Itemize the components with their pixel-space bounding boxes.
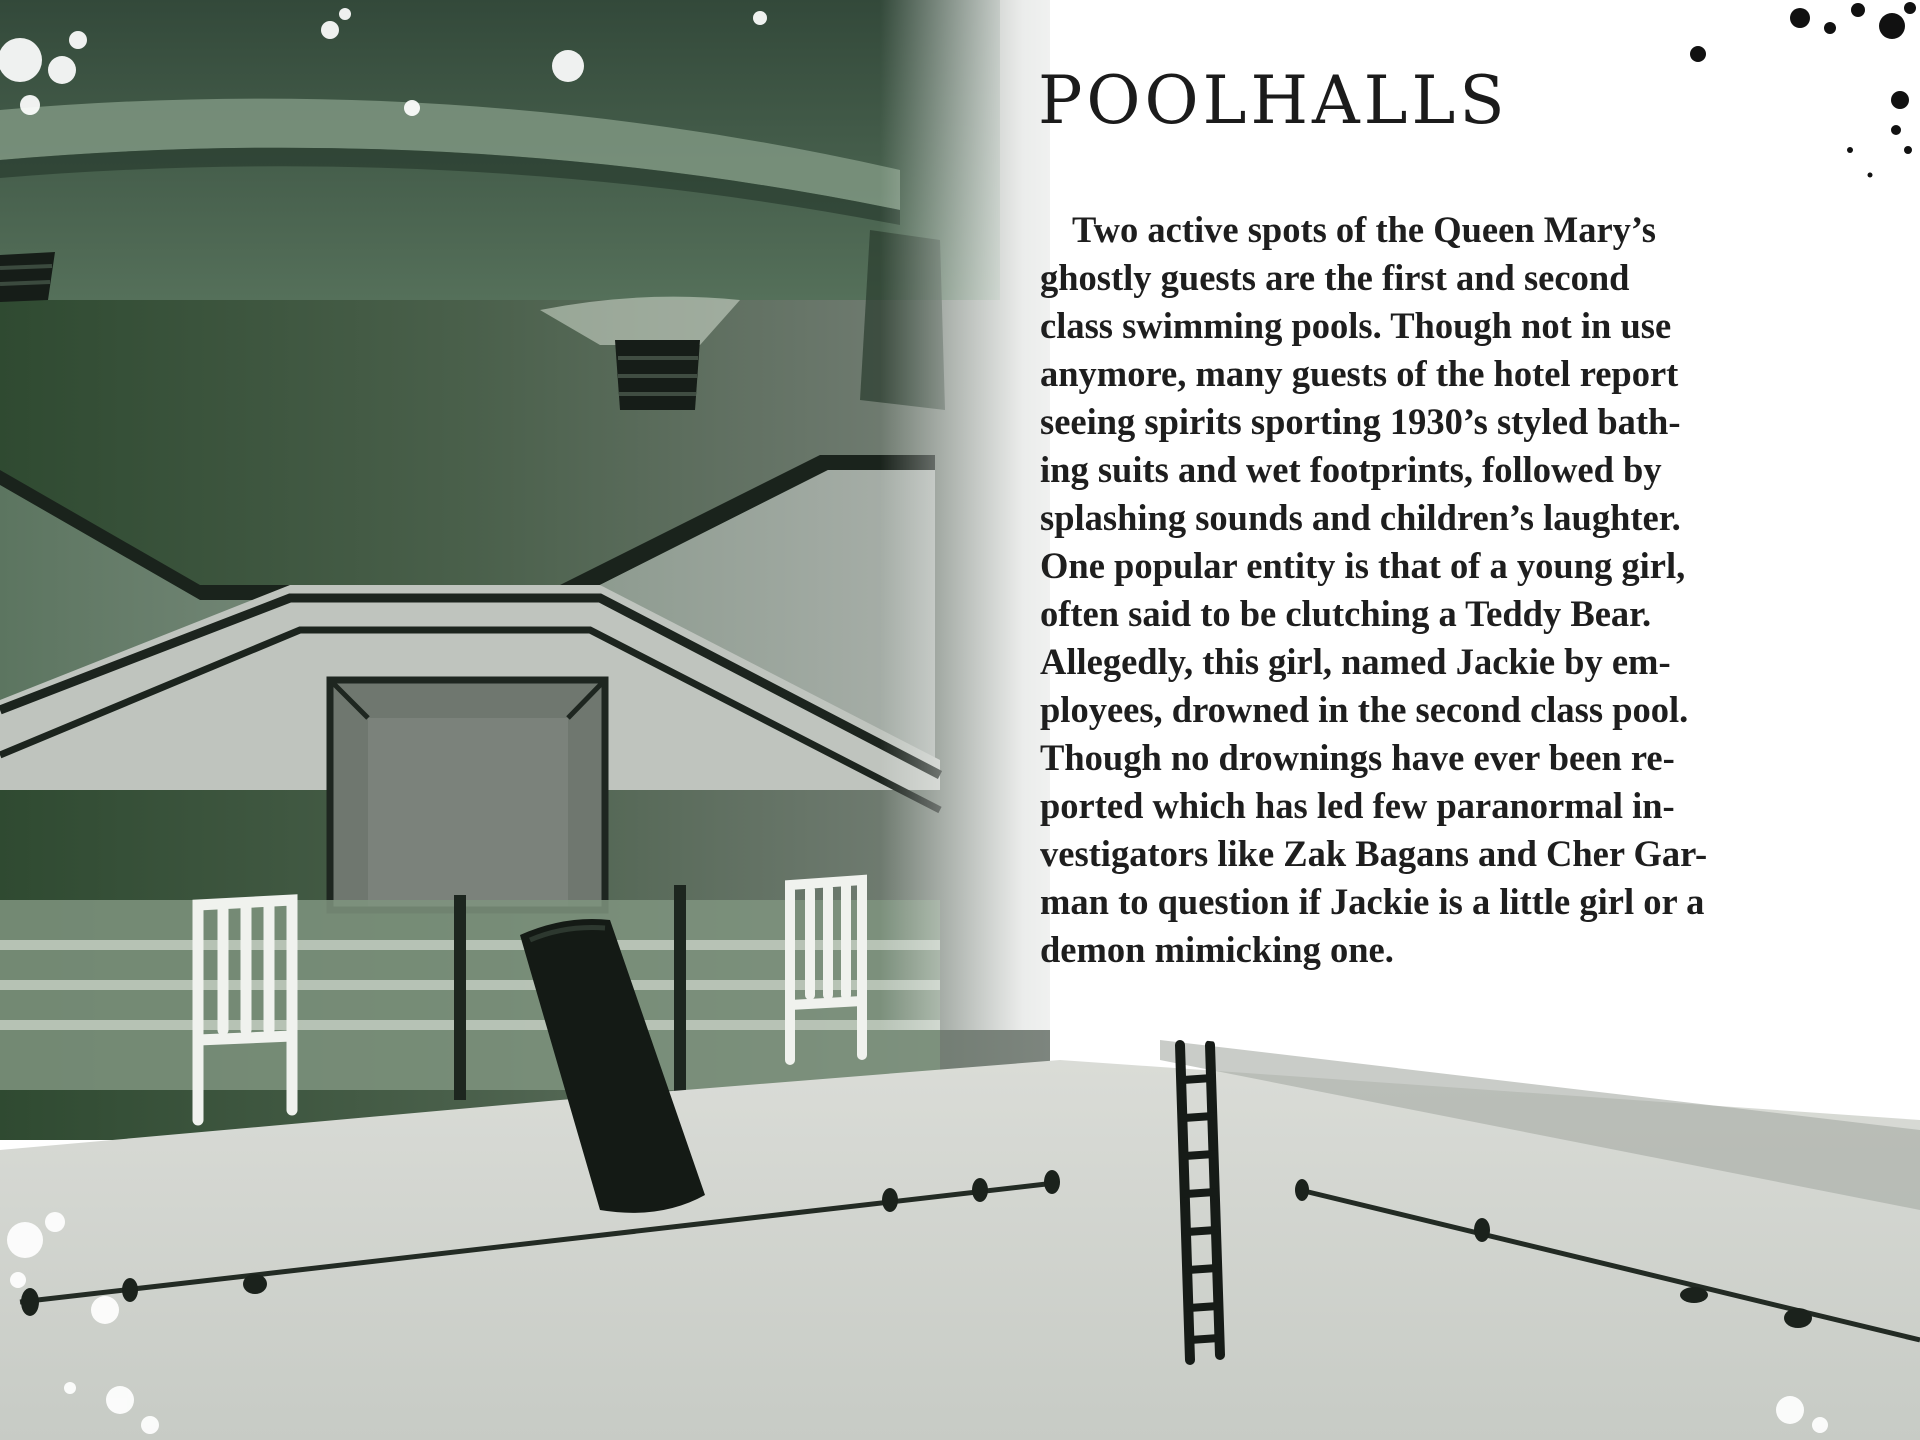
body-line: seeing spirits sporting 1930’s styled bath- — [1040, 401, 1681, 442]
body-line: demon mimicking one. — [1040, 929, 1394, 970]
body-line: splashing sounds and children’s laughter. — [1040, 497, 1681, 538]
body-line: vestigators like Zak Bagans and Cher Gar- — [1040, 833, 1708, 874]
pool-railing — [0, 885, 940, 1100]
article-body — [1040, 206, 1860, 974]
body-line: man to question if Jackie is a little girl or a — [1040, 881, 1705, 922]
body-line: ployees, drowned in the second class pool. — [1040, 689, 1689, 730]
body-line: Though no drownings have ever been re- — [1040, 737, 1675, 778]
doorway — [330, 680, 605, 910]
body-line: anymore, many guests of the hotel report — [1040, 353, 1679, 394]
page-title: POOLHALLS — [1038, 62, 1509, 139]
body-line: ghostly guests are the first and second — [1040, 257, 1630, 298]
body-line: ing suits and wet footprints, followed by — [1040, 449, 1662, 490]
body-line: often said to be clutching a Teddy Bear. — [1040, 593, 1652, 634]
body-line: class swimming pools. Though not in use — [1040, 305, 1672, 346]
body-line: One popular entity is that of a young girl, — [1040, 545, 1686, 586]
body-line: ported which has led few paranormal in- — [1040, 785, 1675, 826]
body-line: Allegedly, this girl, named Jackie by em- — [1040, 641, 1671, 682]
body-line: Two active spots of the Queen Mary’s — [1072, 209, 1656, 250]
ceiling-lamp-left — [0, 252, 55, 302]
